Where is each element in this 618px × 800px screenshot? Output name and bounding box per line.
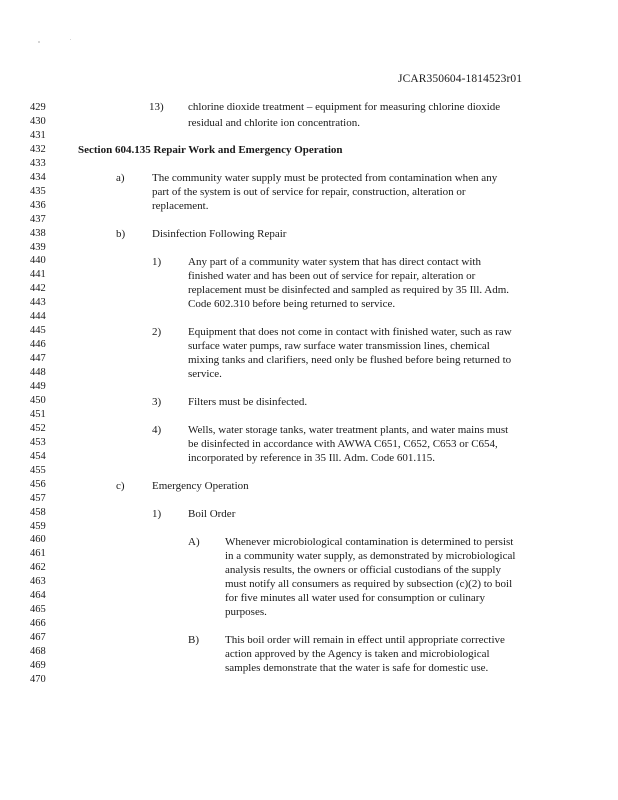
b2-line-2: surface water pumps, raw surface water transmission lines, chemical (188, 340, 490, 352)
line-number: 454 (30, 451, 46, 462)
line-number: 445 (30, 325, 46, 336)
scan-speck (38, 41, 40, 43)
line-number: 464 (30, 590, 46, 601)
line-number: 446 (30, 339, 46, 350)
line-number: 467 (30, 632, 46, 643)
line-number: 470 (30, 674, 46, 685)
cA-line-2: in a community water supply, as demonstrated by microbiological (225, 550, 516, 562)
cA-line-1: Whenever microbiological contamination is determined to persist (225, 536, 514, 548)
cB-line-3: samples demonstrate that the water is safe for domestic use. (225, 662, 489, 674)
b2-line-4: service. (188, 368, 222, 380)
line-number: 458 (30, 507, 46, 518)
item-13-line-2: residual and chlorite ion concentration. (188, 117, 360, 129)
line-number: 451 (30, 409, 46, 420)
b4-line-2: be disinfected in accordance with AWWA C651, C652, C653 or C654, (188, 438, 498, 450)
line-number: 447 (30, 353, 46, 364)
cA-line-6: purposes. (225, 606, 267, 618)
line-number: 448 (30, 367, 46, 378)
line-number: 460 (30, 534, 46, 545)
subsection-a-line-2: part of the system is out of service for repair, construction, alteration or (152, 186, 466, 198)
line-number: 456 (30, 479, 46, 490)
b4-marker: 4) (152, 424, 162, 436)
subsection-a-line-3: replacement. (152, 200, 209, 212)
cA-marker: A) (188, 536, 200, 548)
line-number: 431 (30, 130, 46, 141)
cB-line-2: action approved by the Agency is taken and microbiological (225, 648, 490, 660)
b2-marker: 2) (152, 326, 162, 338)
line-number: 465 (30, 604, 46, 615)
line-number: 437 (30, 214, 46, 225)
line-number: 449 (30, 381, 46, 392)
subsection-a-line-1: The community water supply must be protected from contamination when any (152, 172, 498, 184)
line-number: 450 (30, 395, 46, 406)
b1-line-3: replacement must be disinfected and sampled as required by 35 Ill. Adm. (188, 284, 510, 296)
cA-line-5: for five minutes all water used for consumption or culinary (225, 592, 485, 604)
c1-heading: Boil Order (188, 508, 236, 520)
cB-marker: B) (188, 634, 199, 646)
line-number: 440 (30, 255, 46, 266)
line-number: 457 (30, 493, 46, 504)
line-number: 429 (30, 102, 46, 113)
cA-line-4: must notify all consumers as required by subsection (c)(2) to boil (225, 578, 513, 590)
line-number: 459 (30, 521, 46, 532)
line-number: 433 (30, 158, 46, 169)
line-number: 434 (30, 172, 46, 183)
b1-line-4: Code 602.310 before being returned to service. (188, 298, 396, 310)
b1-marker: 1) (152, 256, 162, 268)
document-id: JCAR350604-1814523r01 (398, 73, 523, 85)
subsection-b-marker: b) (116, 228, 126, 240)
line-number: 469 (30, 660, 46, 671)
line-number: 438 (30, 228, 46, 239)
item-13-marker: 13) (149, 101, 164, 113)
line-number: 468 (30, 646, 46, 657)
b3-line-1: Filters must be disinfected. (188, 396, 308, 408)
line-number: 444 (30, 311, 46, 322)
b1-line-2: finished water and has been out of service for repair, alteration or (188, 270, 476, 282)
c1-marker: 1) (152, 508, 162, 520)
line-number: 452 (30, 423, 46, 434)
line-number: 441 (30, 269, 46, 280)
b2-line-1: Equipment that does not come in contact with finished water, such as raw (188, 326, 512, 338)
subsection-b-heading: Disinfection Following Repair (152, 228, 287, 240)
section-heading: Section 604.135 Repair Work and Emergency Operation (78, 144, 343, 156)
line-number: 455 (30, 465, 46, 476)
line-number: 461 (30, 548, 46, 559)
b4-line-1: Wells, water storage tanks, water treatment plants, and water mains must (188, 424, 509, 436)
line-number: 463 (30, 576, 46, 587)
cA-line-3: analysis results, the owners or official custodians of the supply (225, 564, 501, 576)
line-number: 443 (30, 297, 46, 308)
line-number: 442 (30, 283, 46, 294)
b4-line-3: incorporated by reference in 35 Ill. Adm. Code 601.115. (188, 452, 436, 464)
b2-line-3: mixing tanks and clarifiers, need only be flushed before being returned to (188, 354, 512, 366)
line-number: 466 (30, 618, 46, 629)
line-number: 432 (30, 144, 46, 155)
line-number: 436 (30, 200, 46, 211)
b3-marker: 3) (152, 396, 162, 408)
scan-speck (70, 39, 71, 40)
cB-line-1: This boil order will remain in effect until appropriate corrective (225, 634, 505, 646)
subsection-a-marker: a) (116, 172, 125, 184)
subsection-c-marker: c) (116, 480, 125, 492)
line-number: 439 (30, 242, 46, 253)
line-number: 435 (30, 186, 46, 197)
line-number: 453 (30, 437, 46, 448)
b1-line-1: Any part of a community water system that has direct contact with (188, 256, 481, 268)
item-13-line-1: chlorine dioxide treatment – equipment for measuring chlorine dioxide (188, 101, 501, 113)
subsection-c-heading: Emergency Operation (152, 480, 249, 492)
line-number: 462 (30, 562, 46, 573)
line-number: 430 (30, 116, 46, 127)
